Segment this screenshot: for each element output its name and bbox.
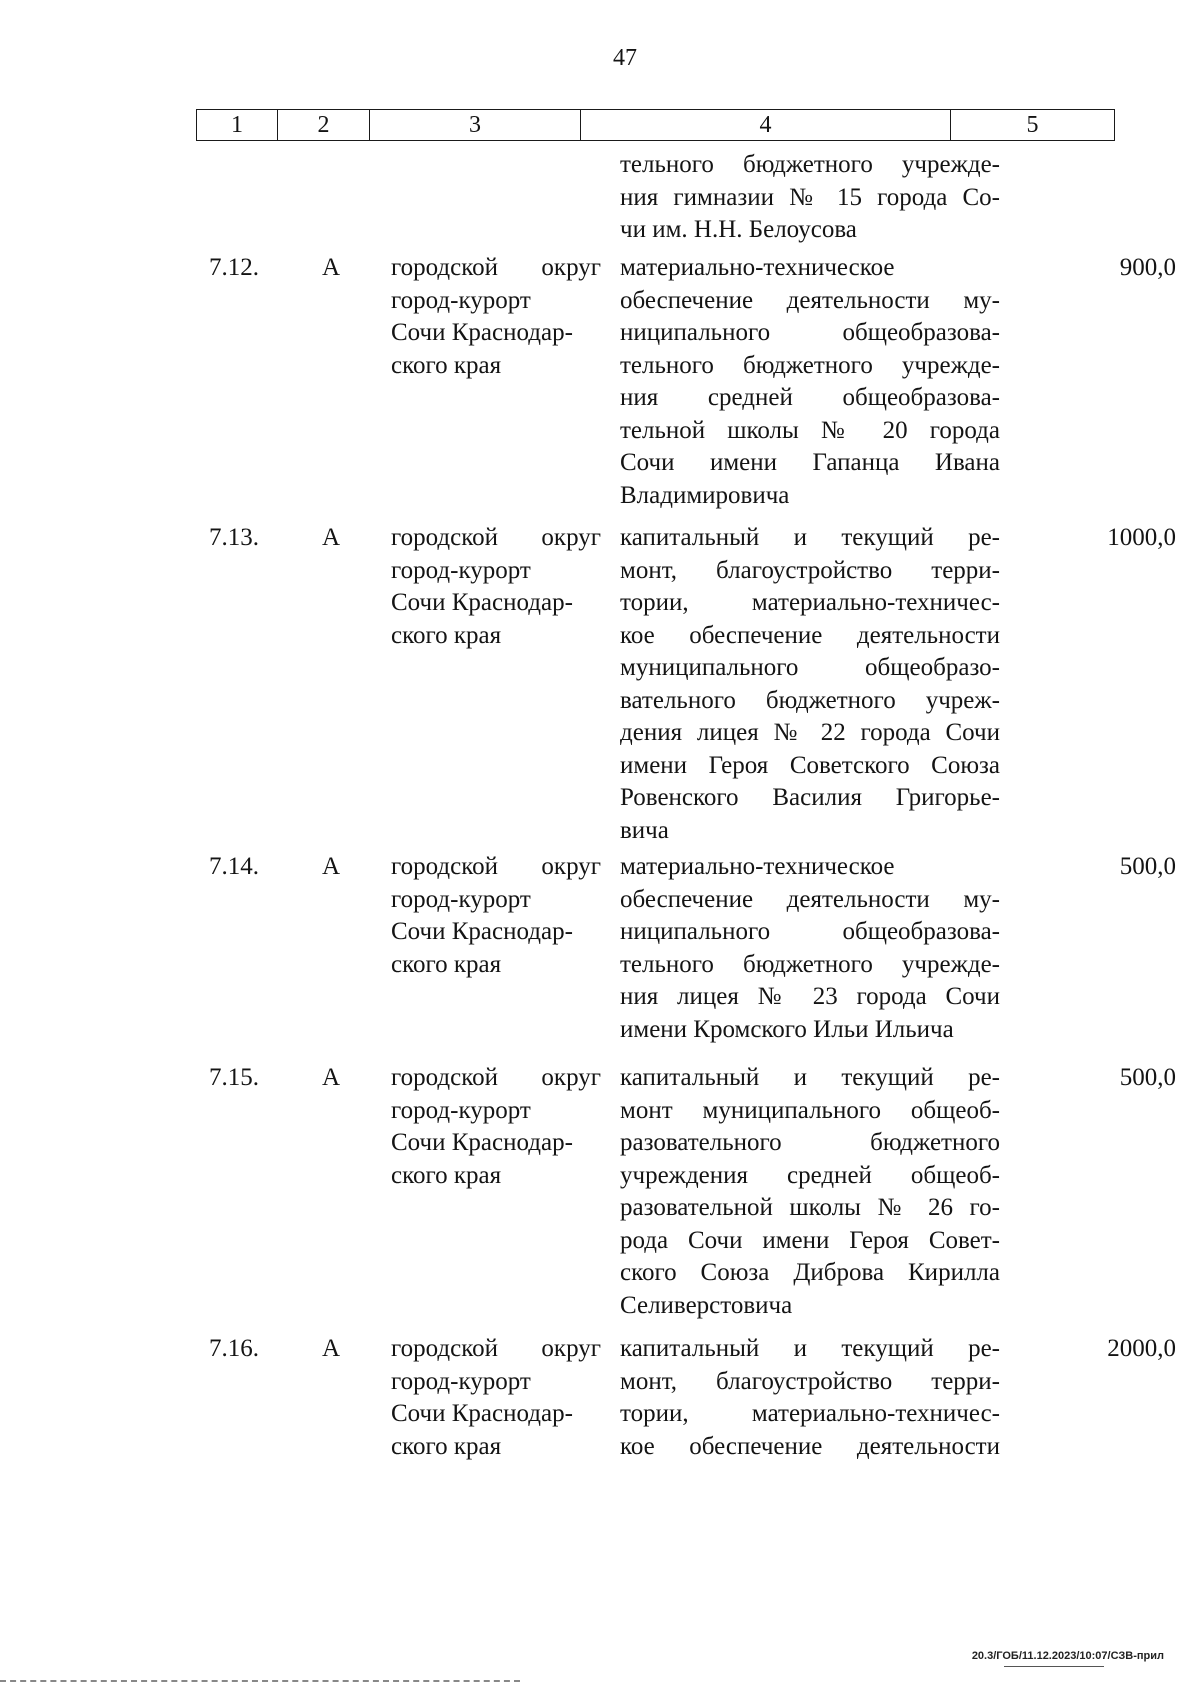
region-line: городской округ xyxy=(391,524,601,551)
desc-line: обеспечение деятельности му- xyxy=(620,885,1000,913)
column-header-3: 3 xyxy=(370,110,581,141)
desc-line: тельного бюджетного учрежде- xyxy=(620,151,1000,178)
desc-line: Ровенского Василия Григорье- xyxy=(620,784,1000,811)
row-amount: 900,0 xyxy=(1119,254,1176,281)
desc-line: дения лицея № 22 города Сочи xyxy=(620,719,1000,746)
row-amount: 500,0 xyxy=(1119,1064,1176,1091)
desc-line: Сочи имени Гапанца Ивана xyxy=(620,449,1000,476)
column-header-row xyxy=(197,110,1115,141)
region-line: ского края xyxy=(391,950,502,978)
continued-description xyxy=(620,149,1000,247)
row-region xyxy=(391,851,601,981)
row-number: 7.16. xyxy=(209,1335,259,1362)
desc-line: вича xyxy=(620,816,669,844)
desc-line: кое обеспечение деятельности xyxy=(620,621,1000,649)
column-header-table xyxy=(196,109,1115,141)
row-number: 7.12. xyxy=(209,254,259,281)
desc-line: ния гимназии № 15 города Со- xyxy=(620,183,1000,211)
desc-line: Владимировича xyxy=(620,481,790,509)
desc-line: ния лицея № 23 города Сочи xyxy=(620,983,1000,1010)
region-line: город-курорт xyxy=(391,1367,531,1395)
desc-line: муниципального общеобразо- xyxy=(620,654,1000,681)
region-line: город-курорт xyxy=(391,286,531,314)
region-line: Сочи Краснодар- xyxy=(391,1129,573,1156)
footer-divider xyxy=(1004,1666,1104,1667)
desc-line: Селиверстовича xyxy=(620,1291,793,1319)
desc-line: разовательной школы № 26 го- xyxy=(620,1194,1000,1221)
region-line: ского края xyxy=(391,351,502,379)
desc-line: материально-техническое xyxy=(620,254,895,281)
region-line: городской округ xyxy=(391,853,601,880)
row-region xyxy=(391,252,601,382)
row-amount: 500,0 xyxy=(1119,853,1176,880)
row-description xyxy=(620,252,1000,512)
row-category: А xyxy=(322,524,341,551)
desc-line: чи им. Н.Н. Белоусова xyxy=(620,216,857,243)
scan-edge-dashes xyxy=(0,1680,520,1682)
desc-line: ниципального общеобразова- xyxy=(620,918,1000,945)
desc-line: ния средней общеобразова- xyxy=(620,384,1000,411)
desc-line: тории, материально-техничес- xyxy=(620,1400,1000,1427)
row-description xyxy=(620,1062,1000,1322)
row-amount: 2000,0 xyxy=(1107,1335,1176,1362)
column-header-5: 5 xyxy=(951,110,1115,141)
region-line: ского края xyxy=(391,1432,502,1460)
desc-line: тельного бюджетного учрежде- xyxy=(620,351,1000,379)
row-category: А xyxy=(322,1064,341,1091)
desc-line: монт, благоустройство терри- xyxy=(620,1367,1000,1395)
desc-line: капитальный и текущий ре- xyxy=(620,524,1000,551)
row-category: А xyxy=(322,1335,341,1362)
desc-line: имени Героя Советского Союза xyxy=(620,751,1000,779)
row-number: 7.14. xyxy=(209,853,259,880)
desc-line: тории, материально-техничес- xyxy=(620,589,1000,616)
desc-line: рода Сочи имени Героя Совет- xyxy=(620,1226,1000,1254)
desc-line: монт, благоустройство терри- xyxy=(620,556,1000,584)
row-amount: 1000,0 xyxy=(1107,524,1176,551)
row-description xyxy=(620,522,1000,847)
region-line: ского края xyxy=(391,621,502,649)
region-line: Сочи Краснодар- xyxy=(391,319,573,346)
region-line: городской округ xyxy=(391,254,601,281)
desc-line: капитальный и текущий ре- xyxy=(620,1335,1000,1362)
column-header-4: 4 xyxy=(581,110,951,141)
desc-line: вательного бюджетного учреж- xyxy=(620,686,1000,714)
row-description xyxy=(620,1333,1000,1463)
column-header-1: 1 xyxy=(197,110,278,141)
desc-line: ского Союза Диброва Кирилла xyxy=(620,1259,1000,1286)
row-region xyxy=(391,522,601,652)
row-region xyxy=(391,1062,601,1192)
desc-line: учреждения средней общеоб- xyxy=(620,1161,1000,1189)
column-header-2: 2 xyxy=(278,110,370,141)
region-line: Сочи Краснодар- xyxy=(391,1400,573,1427)
document-registration-code: 20.3/ГОБ/11.12.2023/10:07/СЗВ-прил xyxy=(971,1650,1164,1662)
desc-line: кое обеспечение деятельности xyxy=(620,1432,1000,1460)
desc-line: обеспечение деятельности му- xyxy=(620,286,1000,314)
row-category: А xyxy=(322,853,341,880)
region-line: городской округ xyxy=(391,1064,601,1091)
row-number: 7.15. xyxy=(209,1064,259,1091)
row-category: А xyxy=(322,254,341,281)
desc-line: капитальный и текущий ре- xyxy=(620,1064,1000,1091)
desc-line: материально-техническое xyxy=(620,853,895,880)
desc-line: тельного бюджетного учрежде- xyxy=(620,950,1000,978)
region-line: Сочи Краснодар- xyxy=(391,589,573,616)
desc-line: монт муниципального общеоб- xyxy=(620,1096,1000,1124)
region-line: город-курорт xyxy=(391,885,531,913)
region-line: Сочи Краснодар- xyxy=(391,918,573,945)
region-line: город-курорт xyxy=(391,1096,531,1124)
region-line: ского края xyxy=(391,1161,502,1189)
row-region xyxy=(391,1333,601,1463)
region-line: город-курорт xyxy=(391,556,531,584)
desc-line: имени Кромского Ильи Ильича xyxy=(620,1015,954,1043)
row-description xyxy=(620,851,1000,1046)
desc-line: тельной школы № 20 города xyxy=(620,416,1000,444)
desc-line: разовательного бюджетного xyxy=(620,1129,1000,1156)
region-line: городской округ xyxy=(391,1335,601,1362)
row-number: 7.13. xyxy=(209,524,259,551)
desc-line: ниципального общеобразова- xyxy=(620,319,1000,346)
page-number: 47 xyxy=(613,45,637,71)
